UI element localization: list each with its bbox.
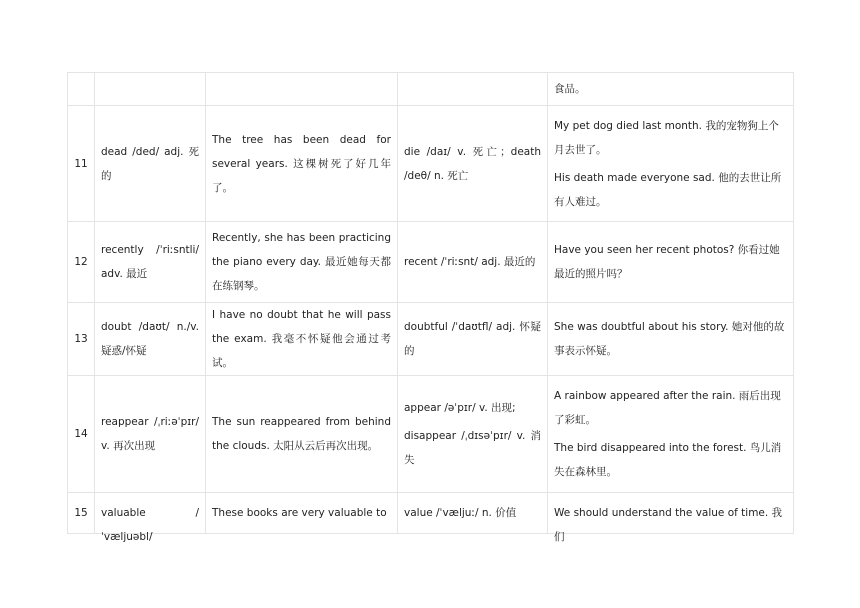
table-row (68, 222, 794, 303)
related-word: appear /əˈpɪr/ v. 出现; (404, 402, 516, 414)
table-row (68, 106, 794, 222)
table-row (68, 73, 794, 106)
row-number-text: 15 (74, 507, 88, 519)
usage-sentences (548, 493, 794, 543)
related-words-text: value /ˈvæljuː/ n. 价值 (404, 507, 517, 519)
example-sentence: The sun reappeared from behind the clouds. 太阳从云后再次出现。 (206, 376, 398, 493)
related-words: die /daɪ/ v. 死亡；death /deθ/ n. 死亡 (398, 106, 548, 222)
word-entry (95, 493, 206, 543)
related-words: recent /ˈriːsnt/ adj. 最近的 (398, 222, 548, 303)
row-number: 14 (68, 376, 95, 493)
usage-sentence: The bird disappeared into the forest. 鸟儿消失在森林里。 (554, 442, 782, 478)
usage-sentence: We should understand the value of time. 我们 (554, 507, 783, 543)
usage-sentence: A rainbow appeared after the rain. 雨后出现了彩虹。 (554, 390, 781, 426)
row-number (68, 73, 95, 106)
word-entry (95, 73, 206, 106)
word-entry: recently /ˈriːsntli/ adv. 最近 (95, 222, 206, 303)
table-row (68, 303, 794, 376)
usage-sentences (548, 376, 794, 493)
example-sentence: I have no doubt that he will pass the exam. 我毫不怀疑他会通过考试。 (206, 303, 398, 376)
related-words (398, 73, 548, 106)
usage-sentence: My pet dog died last month. 我的宠物狗上个月去世了。 (554, 119, 779, 156)
row-number: 13 (68, 303, 95, 376)
usage-sentence: His death made everyone sad. 他的去世让所有人难过。 (554, 171, 782, 208)
usage-sentence: Have you seen her recent photos? 你看过她最近的照片吗？ (554, 244, 780, 280)
usage-sentences (548, 73, 794, 106)
row-number (68, 493, 95, 534)
related-word: disappear /ˌdɪsəˈpɪr/ v. 消失 (404, 430, 541, 466)
example-sentence (206, 73, 398, 106)
usage-sentences (548, 106, 794, 222)
word-entry: dead /ded/ adj. 死的 (95, 106, 206, 222)
usage-sentence: She was doubtful about his story. 她对他的故事表示怀疑。 (554, 321, 785, 357)
usage-sentence: 食品。 (554, 83, 586, 95)
word-entry: reappear /ˌriːəˈpɪr/ v. 再次出现 (95, 376, 206, 493)
example-sentence (206, 493, 398, 534)
example-sentence: Recently, she has been practicing the piano every day. 最近她每天都在练钢琴。 (206, 222, 398, 303)
table-row (68, 493, 794, 534)
related-words: doubtful /ˈdaʊtfl/ adj. 怀疑的 (398, 303, 548, 376)
usage-sentences (548, 222, 794, 303)
row-number: 12 (68, 222, 95, 303)
word-entry: doubt /daʊt/ n./v. 疑惑/怀疑 (95, 303, 206, 376)
word-entry-text: valuable /ˈvæljuəbl/ (101, 507, 199, 543)
example-sentence-text: These books are very valuable to (212, 507, 387, 519)
example-sentence: The tree has been dead for several years. 这棵树死了好几年了。 (206, 106, 398, 222)
row-number: 11 (68, 106, 95, 222)
related-words (398, 376, 548, 493)
related-words (398, 493, 548, 534)
usage-sentences (548, 303, 794, 376)
vocabulary-table (67, 72, 794, 543)
table-row (68, 376, 794, 493)
